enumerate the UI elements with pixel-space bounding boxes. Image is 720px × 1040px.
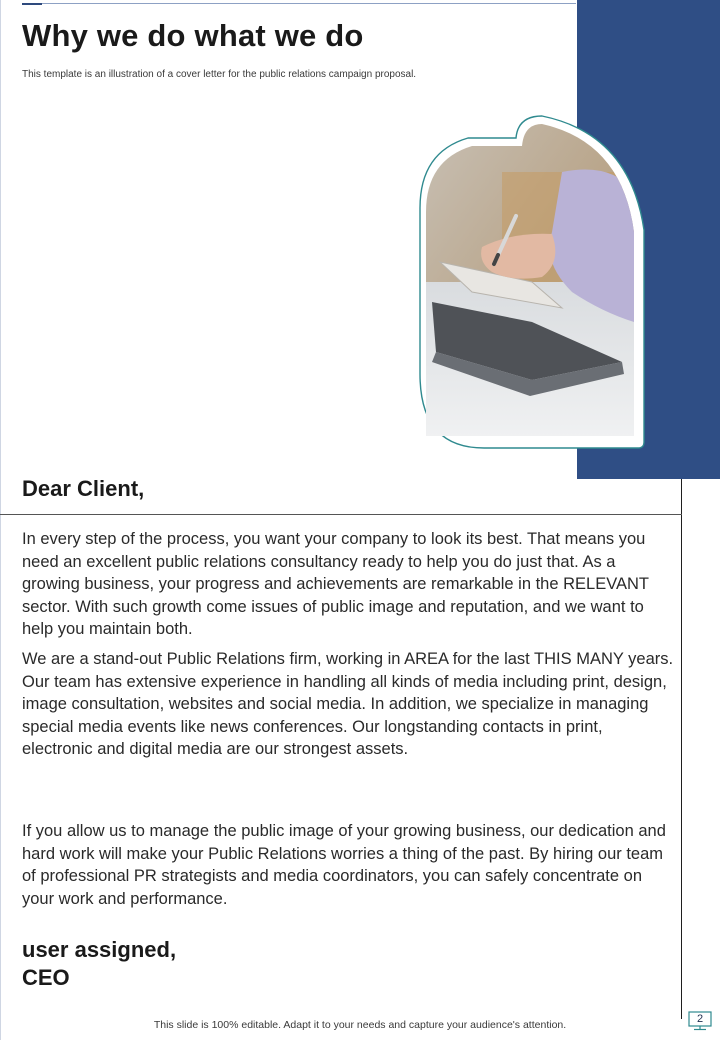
- title-accent-rule: [22, 3, 42, 5]
- letter-paragraph-3: If you allow us to manage the public image of your growing business, our dedication and hard work will make your Public Relations worries a thing of the past. By hiring our team of professional PR strategists and media coordinators, you can safely concentrate on your work and performance.: [22, 822, 666, 908]
- page-number-badge: [688, 1011, 712, 1031]
- letter-paragraph-1: In every step of the process, you want your company to look its best. That means you need an excellent public relations consultancy ready to help you do just that. As a growing business, your progress and achievements are remarkable in the RELEVANT sector. With such growth come issues of public image and reputation, and we want to help you maintain both.: [22, 530, 649, 638]
- left-border-line: [0, 0, 1, 1040]
- page-subtitle: This template is an illustration of a cover letter for the public relations campaign proposal.: [22, 69, 417, 80]
- person-writing-notes-photo: [412, 112, 652, 452]
- signature-title: CEO: [22, 965, 70, 990]
- letter-greeting: Dear Client,: [22, 476, 145, 501]
- page-number: 2: [696, 1013, 704, 1025]
- page-title: Why we do what we do: [22, 18, 364, 53]
- letter-paragraph-2: We are a stand-out Public Relations firm, working in AREA for the last THIS MANY years. Our team has extensive experience in handling all kinds of media including print, design, image consultation, websites and social media. In addition, we specialize in managing special media events like news conferences. Our longstanding contacts in print, electronic and digital media are our strongest assets.: [22, 650, 674, 758]
- right-border-line: [681, 479, 682, 1019]
- greeting-divider: [0, 514, 682, 515]
- signature-name: user assigned,: [22, 937, 177, 962]
- photo-icon: [412, 112, 652, 452]
- top-rule: [42, 3, 576, 4]
- footer-note: This slide is 100% editable. Adapt it to your needs and capture your audience's attention.: [153, 1019, 567, 1031]
- signature-block: [22, 936, 176, 992]
